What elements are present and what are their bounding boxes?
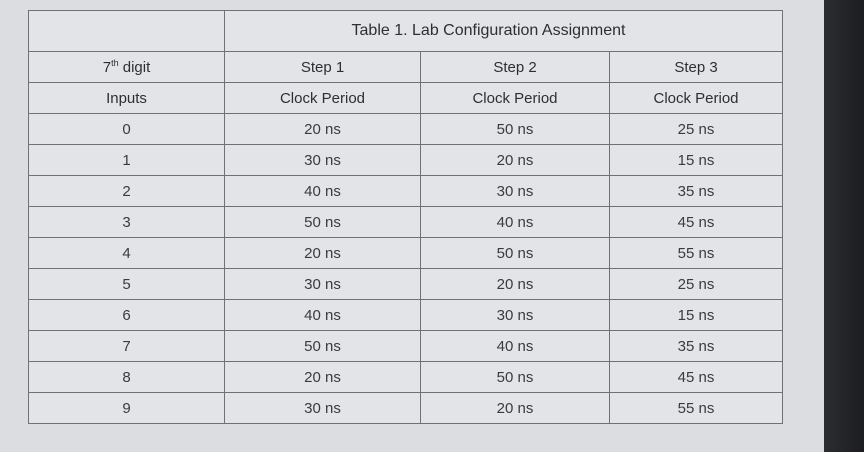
table-row	[29, 114, 783, 145]
digit-number: 7	[102, 59, 112, 76]
step-1-cell: 30 ns	[225, 269, 421, 300]
header-step-3: Step 3	[610, 52, 783, 83]
input-cell: 6	[29, 300, 225, 331]
empty-corner-cell	[29, 11, 225, 52]
lab-configuration-table	[28, 10, 783, 424]
step-3-cell: 15 ns	[610, 300, 783, 331]
step-3-cell: 35 ns	[610, 331, 783, 362]
header-step-2: Step 2	[421, 52, 610, 83]
step-1-cell: 20 ns	[225, 362, 421, 393]
input-cell: 4	[29, 238, 225, 269]
header-clock-period-3: Clock Period	[610, 83, 783, 114]
input-cell: 9	[29, 393, 225, 424]
step-3-cell: 25 ns	[610, 114, 783, 145]
table-row	[29, 269, 783, 300]
input-cell: 7	[29, 331, 225, 362]
header-row-clock	[29, 83, 783, 114]
digit-word: digit	[118, 59, 151, 76]
table-row	[29, 393, 783, 424]
step-2-cell: 50 ns	[421, 362, 610, 393]
table-row	[29, 145, 783, 176]
input-cell: 5	[29, 269, 225, 300]
header-clock-period-2: Clock Period	[421, 83, 610, 114]
step-3-cell: 45 ns	[610, 207, 783, 238]
step-1-cell: 50 ns	[225, 331, 421, 362]
header-digit-label	[29, 52, 225, 83]
step-3-cell: 25 ns	[610, 269, 783, 300]
step-2-cell: 30 ns	[421, 300, 610, 331]
header-row-steps	[29, 52, 783, 83]
step-1-cell: 20 ns	[225, 238, 421, 269]
header-inputs-label: Inputs	[29, 83, 225, 114]
input-cell: 3	[29, 207, 225, 238]
table-row	[29, 176, 783, 207]
step-2-cell: 50 ns	[421, 114, 610, 145]
input-cell: 2	[29, 176, 225, 207]
input-cell: 0	[29, 114, 225, 145]
table-row	[29, 300, 783, 331]
digit-ordinal-suffix: th	[111, 58, 119, 68]
step-2-cell: 30 ns	[421, 176, 610, 207]
step-1-cell: 40 ns	[225, 176, 421, 207]
step-3-cell: 55 ns	[610, 238, 783, 269]
step-1-cell: 30 ns	[225, 393, 421, 424]
table-row	[29, 238, 783, 269]
step-3-cell: 15 ns	[610, 145, 783, 176]
step-2-cell: 20 ns	[421, 145, 610, 176]
step-2-cell: 40 ns	[421, 331, 610, 362]
step-2-cell: 50 ns	[421, 238, 610, 269]
step-3-cell: 55 ns	[610, 393, 783, 424]
step-2-cell: 20 ns	[421, 393, 610, 424]
header-step-1: Step 1	[225, 52, 421, 83]
table-row	[29, 331, 783, 362]
step-1-cell: 30 ns	[225, 145, 421, 176]
step-2-cell: 20 ns	[421, 269, 610, 300]
input-cell: 1	[29, 145, 225, 176]
table-title-row	[29, 11, 783, 52]
table-row	[29, 362, 783, 393]
step-2-cell: 40 ns	[421, 207, 610, 238]
step-1-cell: 50 ns	[225, 207, 421, 238]
table-body	[29, 114, 783, 424]
step-1-cell: 20 ns	[225, 114, 421, 145]
step-3-cell: 35 ns	[610, 176, 783, 207]
table-row	[29, 207, 783, 238]
step-3-cell: 45 ns	[610, 362, 783, 393]
table-title: Table 1. Lab Configuration Assignment	[225, 11, 783, 52]
header-clock-period-1: Clock Period	[225, 83, 421, 114]
input-cell: 8	[29, 362, 225, 393]
step-1-cell: 40 ns	[225, 300, 421, 331]
monitor-bezel	[824, 0, 864, 452]
